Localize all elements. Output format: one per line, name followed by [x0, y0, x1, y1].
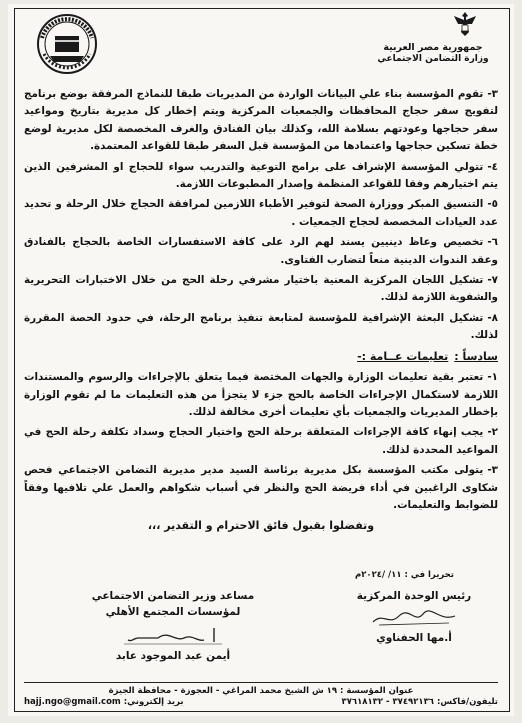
clause-4: ٤-تتولي المؤسسة الإشراف على برامج التوعية والتدريب سواء للحجاج او المشرفين الذين يتم اختيارهم وفقا للقواعد المنظمة وإصدار المطبوعات اللازمة. [24, 160, 498, 191]
header-ministry: وزارة التضامن الاجتماعي [377, 54, 489, 64]
footer-phones: تليفون/فاكس: ٣٧٤٩٢١٣٦ - ٣٧٦١٨١٣٢ [341, 697, 498, 707]
signatory-left-role1: مساعد وزير التضامن الاجتماعي [91, 590, 255, 602]
general-clause-2: ٢-يجب إنهاء كافة الإجراءات المتعلقة برحلة الحج واختيار الحجاج وسداد تكلفة رحلة الحج في المواعيد المحددة لذلك. [24, 426, 498, 456]
signature-block-right [344, 588, 484, 644]
general-clause-3: ٣-يتولى مكتب المؤسسة بكل مديرية برئاسة السيد مدير مديرية التضامن الاجتماعي فحص شكاوى الراغبين في أداء فريضة الحج والنظر في أسباب شكواهم والعمل علي تلافيها وفقاً للضوابط والتعليمات. [24, 464, 498, 511]
document-page [8, 4, 514, 716]
signatory-right-role: رئيس الوحدة المركزية [356, 590, 472, 602]
footer-email-label: بريد إلكتروني: [123, 697, 184, 707]
clause-6: ٦-تخصيص وعاظ دينيين يسند لهم الرد على كافة الاستفسارات الخاصة بالحجاج بالفنادق وعقد الندوات الدينية منعاً لتضارب الفتاوى. [24, 236, 498, 266]
closing-line: وتفضلوا بقبول فائق الاحترام و التقدير ،،، [147, 519, 375, 533]
letter-body [24, 86, 498, 546]
footer-contact-row [24, 697, 498, 708]
clause-7: ٧-تشكيل اللجان المركزية المعنية باختيار مشرفي رحلة الحج من خلال الاختبارات التحريرية والشفوية اللازمة لذلك. [24, 274, 498, 304]
issue-date: تحريرا في : ١١/ /٢٠٢٤م [354, 570, 454, 580]
handwritten-signature-left [118, 624, 228, 646]
signatory-left-role2: لمؤسسات المجتمع الأهلي [105, 606, 241, 618]
footer-address: عنوان المؤسسة : ١٩ ش الشيخ محمد المراغي - العجوزة - محافظة الجيزة [108, 686, 414, 696]
clause-5: ٥-التنسيق المبكر ووزارة الصحة لتوفير الأطباء اللازمين لمرافقة الحجاج خلال الرحلة و تحديد عدد العيادات المخصصة لحجاج الجمعيات . [24, 198, 498, 228]
signatory-left-name: أيمن عبد الموجود عابد [115, 650, 231, 662]
clause-3: ٣-تقوم المؤسسة بناء علي البيانات الواردة من المديريات طبقا للنماذج المرفقة بوضع برنامج لتفويج سفر حجاج المحافظات والجمعيات المركزية ويتم إخطار كل مديرية بتاريخ ومواعيد سفر حجاجها وعودتهم بسلامة الله، وكذلك بيان الفنادق والغرف المخصصة لكل مديرية لوضع خطة تسكين حجاجها واعتمادها من المؤسسة قبل السفر طبقا للقواعد المعتمدة. [24, 88, 498, 153]
signature-block-left [88, 588, 258, 662]
general-clause-1: ١-تعتبر بقية تعليمات الوزارة والجهات المختصة فيما يتعلق بالإجراءات والرسوم والمستندات اللازمة لاستكمال الإجراءات الخاصة بالحج جزء لا يتجزأ من هذه التعليمات ما لم تقوم الوزارة بإخطار المديريات والجمعيات بأي تعليمات أخرى مخالفة لذلك. [24, 371, 498, 418]
foundation-seal-logo [36, 12, 98, 76]
page-footer [24, 682, 498, 708]
header-country: جمهورية مصر العربية [383, 42, 483, 53]
signatory-right-name: أ.مها الحفناوي [376, 632, 452, 644]
footer-email-wrap [24, 697, 184, 708]
handwritten-signature-right [369, 608, 459, 628]
eagle-emblem-icon [450, 10, 480, 38]
footer-email[interactable]: hajj.ngo@gmail.com [24, 697, 121, 707]
section-heading: سادساً :تعليمات عــامة :- [357, 349, 498, 363]
clause-8: ٨-تشكيل البعثة الإشرافية للمؤسسة لمتابعة تنفيذ برنامج الرحلة، في حدود الحصة المقررة لذلك. [24, 311, 498, 342]
